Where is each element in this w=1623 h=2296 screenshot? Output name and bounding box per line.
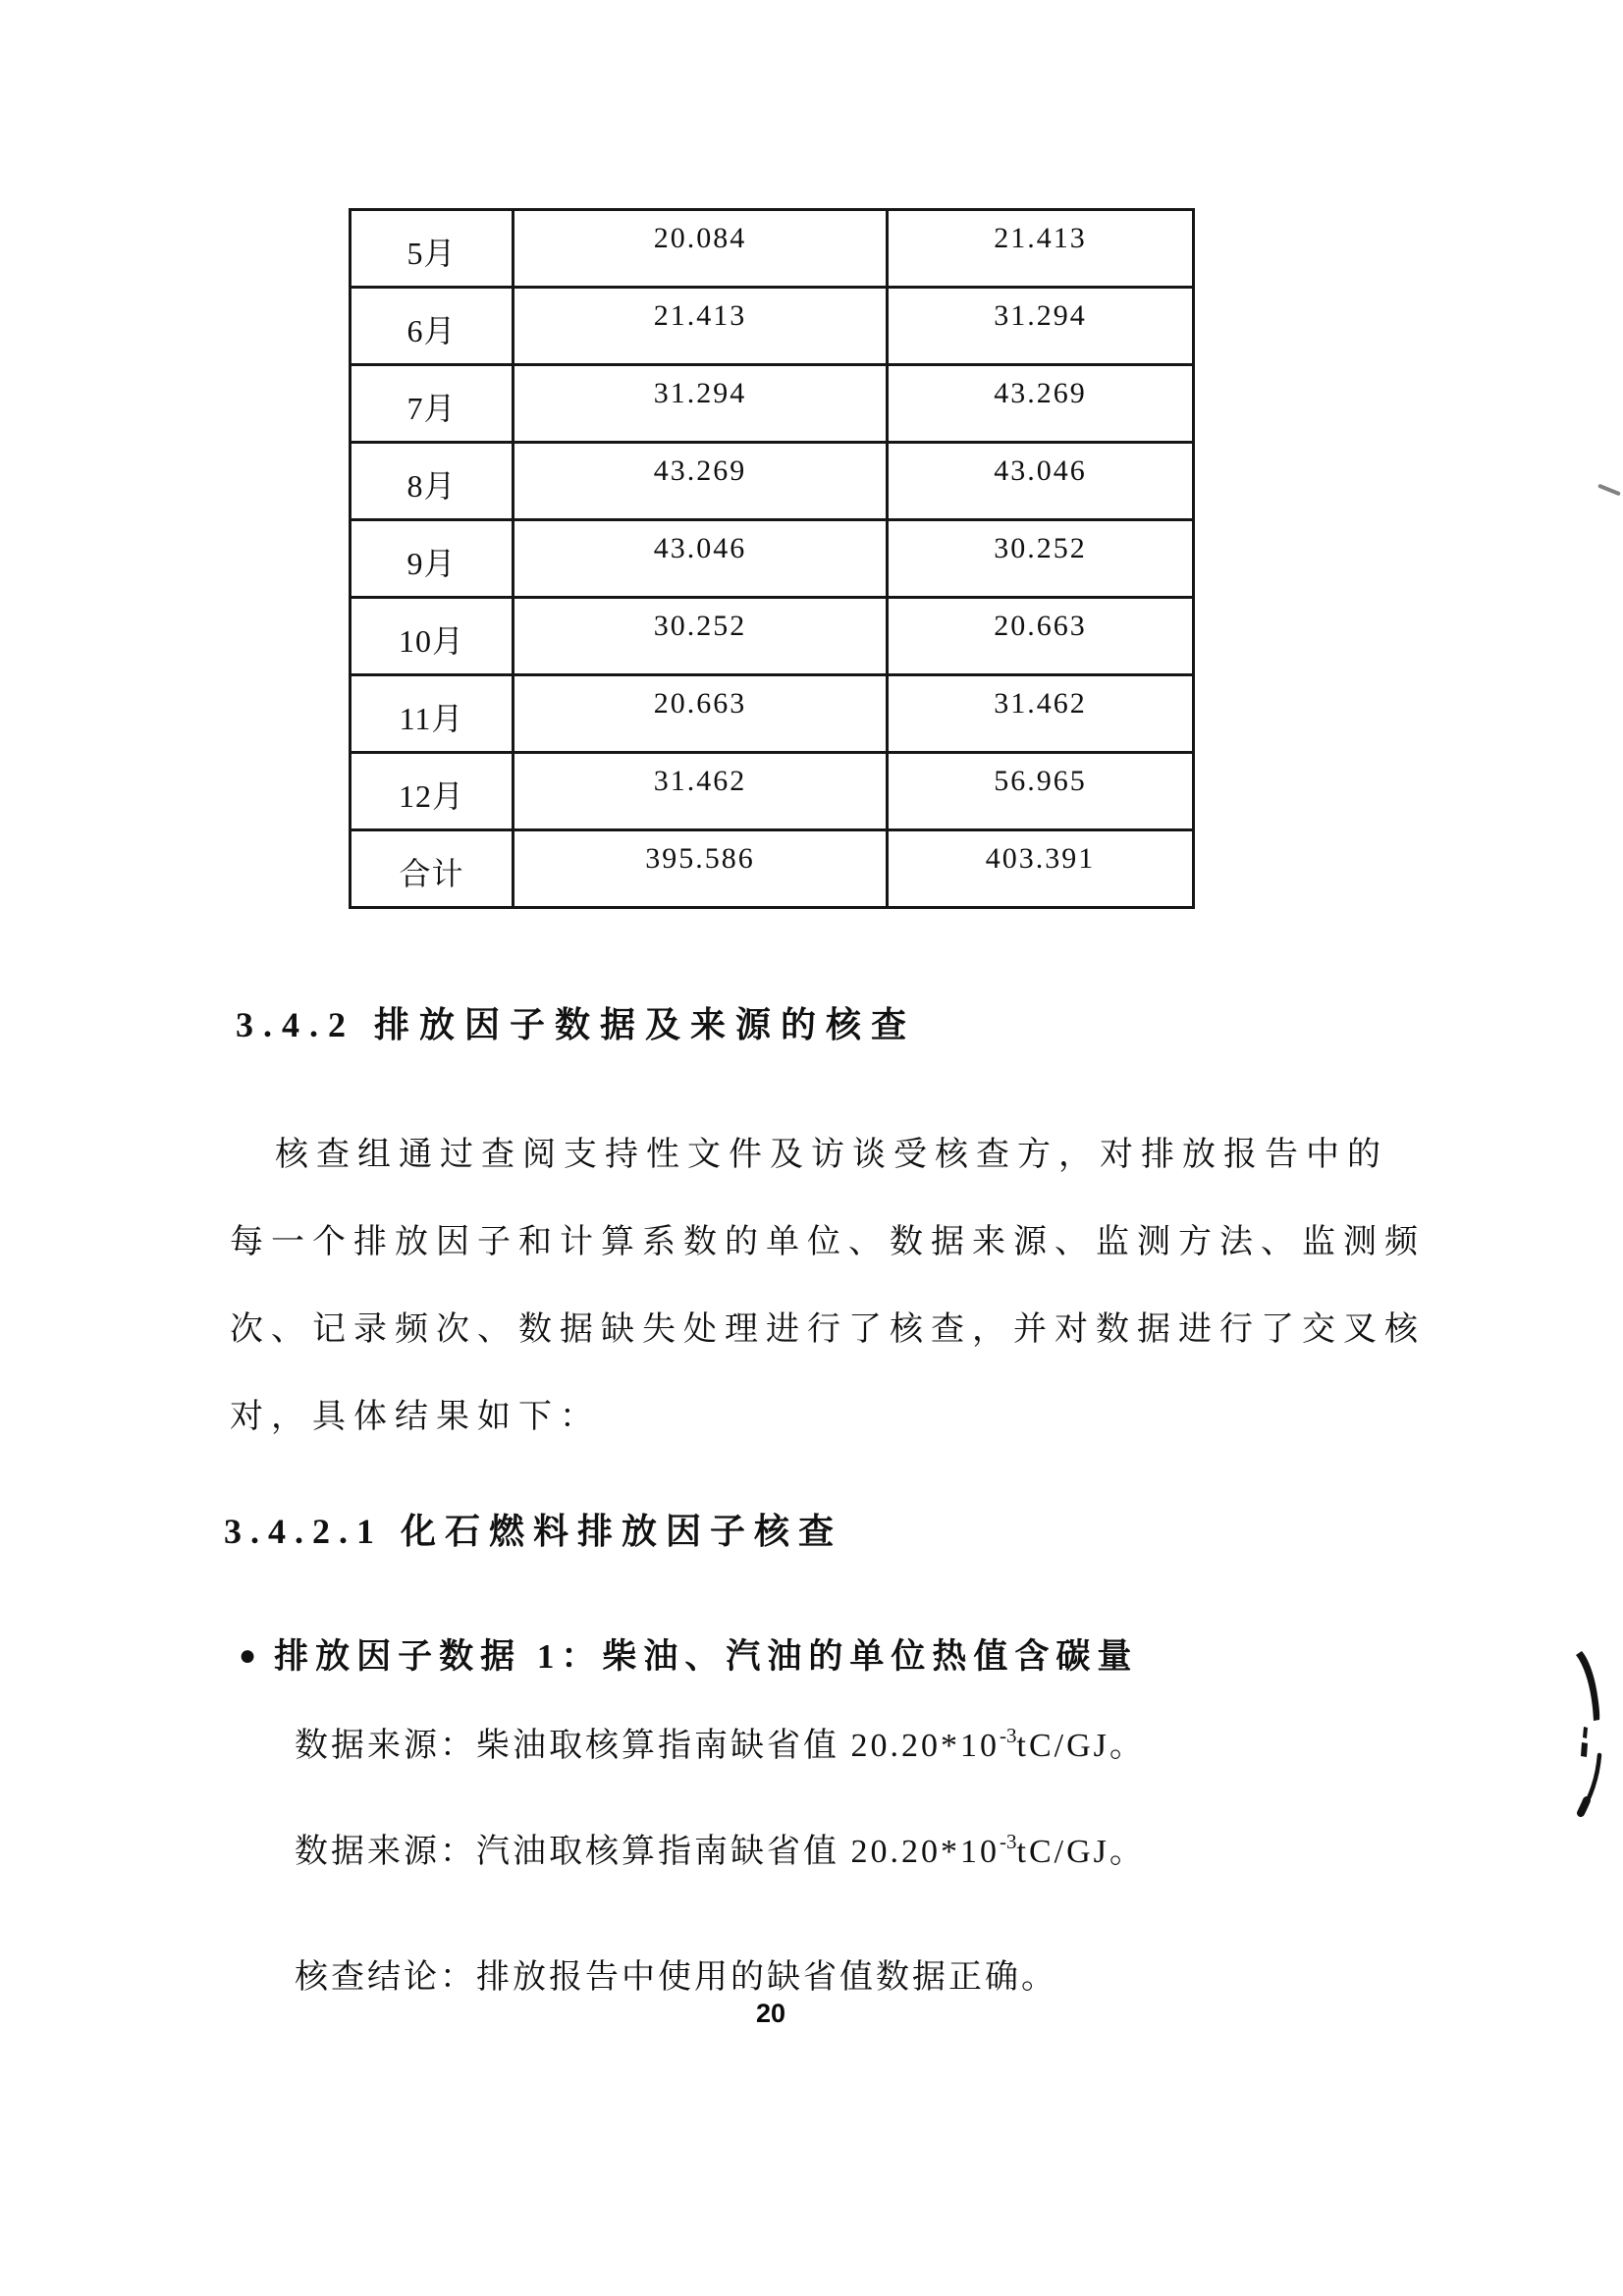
statement-unit: tC/GJ。 — [1016, 1834, 1146, 1870]
value-cell: 30.252 — [514, 598, 888, 675]
table-row — [351, 365, 1194, 443]
table-row — [351, 830, 1194, 908]
month-cell: 7月 — [351, 365, 514, 443]
section-heading-3421: 3.4.2.1 化石燃料排放因子核查 — [224, 1512, 843, 1551]
month-cell: 10月 — [351, 598, 514, 675]
value-cell: 43.046 — [514, 520, 888, 598]
value-cell: 43.269 — [514, 443, 888, 520]
statement-text: 数据来源：柴油取核算指南缺省值 20.20*10 — [295, 1728, 1000, 1764]
statement-unit: tC/GJ。 — [1016, 1728, 1146, 1764]
table-row — [351, 288, 1194, 365]
table-row — [351, 443, 1194, 520]
superscript-exponent: -3 — [1000, 1830, 1017, 1853]
monthly-data-table-wrap — [349, 208, 1195, 909]
data-source-line-diesel — [295, 1718, 1146, 1766]
value-cell: 31.294 — [514, 365, 888, 443]
month-cell: 11月 — [351, 675, 514, 753]
month-cell: 12月 — [351, 753, 514, 830]
table-row — [351, 210, 1194, 288]
value-cell: 21.413 — [514, 288, 888, 365]
data-source-line-gasoline — [295, 1824, 1146, 1872]
paragraph-line: 对，具体结果如下： — [230, 1399, 601, 1435]
monthly-data-table — [349, 208, 1195, 909]
total-value-cell: 395.586 — [514, 830, 888, 908]
table-row — [351, 675, 1194, 753]
bullet-item — [239, 1629, 1138, 1679]
value-cell: 43.269 — [888, 365, 1194, 443]
total-label-cell: 合计 — [351, 830, 514, 908]
paragraph-line: 次、记录频次、数据缺失处理进行了核查，并对数据进行了交叉核 — [230, 1311, 1426, 1348]
paragraph-line: 核查组通过查阅支持性文件及访谈受核查方，对排放报告中的 — [275, 1137, 1388, 1173]
value-cell: 31.462 — [888, 675, 1194, 753]
value-cell: 20.084 — [514, 210, 888, 288]
value-cell: 56.965 — [888, 753, 1194, 830]
value-cell: 30.252 — [888, 520, 1194, 598]
value-cell: 31.462 — [514, 753, 888, 830]
page-number: 20 — [756, 1999, 786, 2028]
bullet-item-label: 排放因子数据 1：柴油、汽油的单位热值含碳量 — [274, 1637, 1139, 1676]
scan-mark-artifact — [1597, 484, 1621, 497]
value-cell: 21.413 — [888, 210, 1194, 288]
paragraph-line: 每一个排放因子和计算系数的单位、数据来源、监测方法、监测频 — [230, 1224, 1426, 1260]
value-cell: 43.046 — [888, 443, 1194, 520]
conclusion-line: 核查结论：排放报告中使用的缺省值数据正确。 — [295, 1959, 1057, 1996]
total-value-cell: 403.391 — [888, 830, 1194, 908]
value-cell: 20.663 — [514, 675, 888, 753]
superscript-exponent: -3 — [1000, 1724, 1017, 1747]
ink-smudge-artifact — [1556, 1645, 1615, 1822]
section-heading-342: 3.4.2 排放因子数据及来源的核查 — [236, 1005, 917, 1044]
month-cell: 8月 — [351, 443, 514, 520]
statement-text: 数据来源：汽油取核算指南缺省值 20.20*10 — [295, 1834, 1000, 1870]
value-cell: 31.294 — [888, 288, 1194, 365]
bullet-icon: ● — [239, 1639, 257, 1672]
value-cell: 20.663 — [888, 598, 1194, 675]
month-cell: 5月 — [351, 210, 514, 288]
table-row — [351, 520, 1194, 598]
month-cell: 6月 — [351, 288, 514, 365]
month-cell: 9月 — [351, 520, 514, 598]
table-row — [351, 753, 1194, 830]
table-row — [351, 598, 1194, 675]
